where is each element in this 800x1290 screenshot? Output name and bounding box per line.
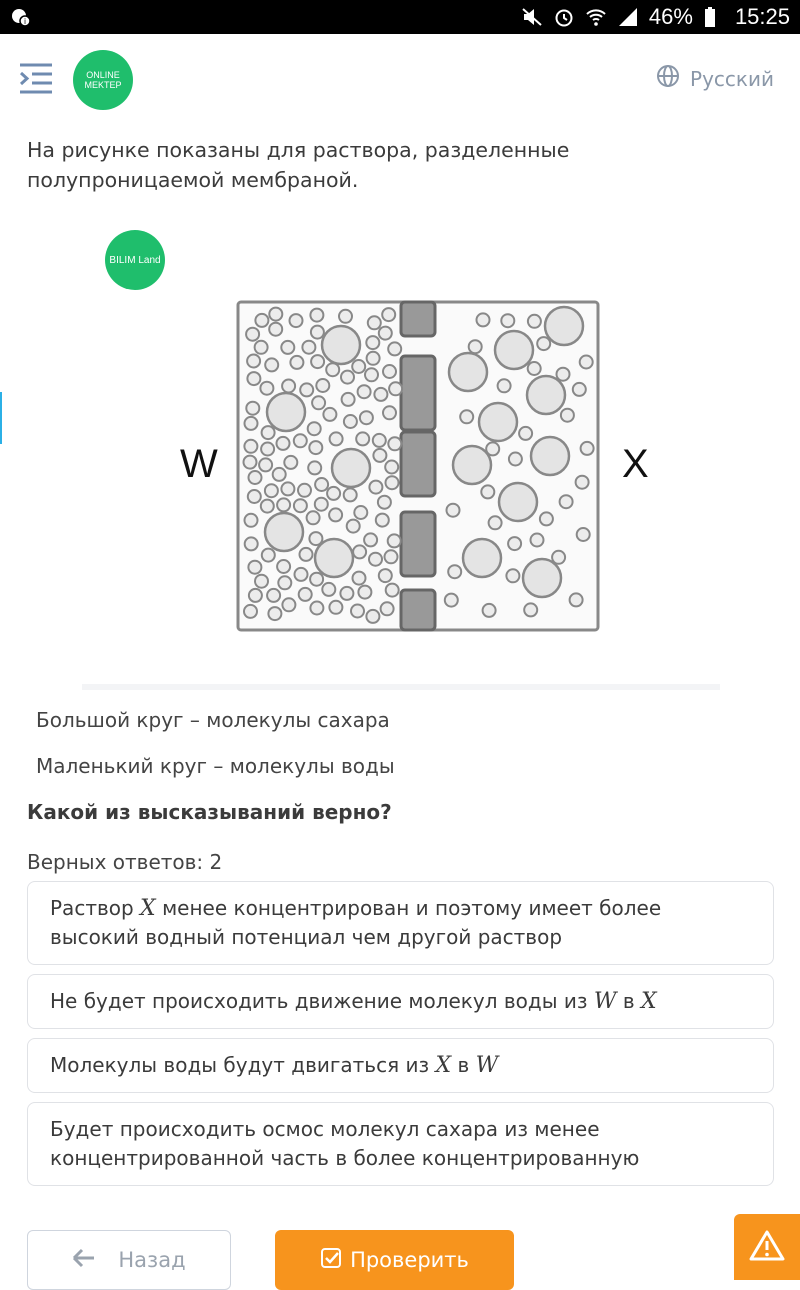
water-molecule: [300, 548, 313, 561]
water-molecule: [477, 313, 490, 326]
water-molecule: [315, 478, 328, 491]
question-text: На рисунке показаны для раствора, разделенные полупроницаемой мембраной.: [27, 138, 570, 192]
water-molecule: [262, 549, 275, 562]
water-molecule: [255, 314, 268, 327]
membrane-segment: [401, 432, 435, 496]
water-molecule: [353, 545, 366, 558]
water-molecule: [262, 426, 275, 439]
battery-percent: 46%: [648, 4, 693, 29]
legend-small-circle: Маленький круг – молекулы воды: [36, 754, 395, 778]
water-molecule: [557, 368, 570, 381]
water-molecule: [246, 402, 259, 415]
water-molecule: [308, 422, 321, 435]
water-molecule: [489, 516, 502, 529]
mute-icon: [521, 6, 543, 28]
logo-text: ONLINE MEKTEP: [84, 70, 122, 90]
water-molecule: [347, 520, 360, 533]
water-molecule: [385, 461, 398, 474]
water-molecule: [501, 314, 514, 327]
water-molecule: [364, 533, 377, 546]
water-molecule: [524, 603, 537, 616]
checkbox-icon: [320, 1247, 342, 1274]
answer-option[interactable]: Будет происходить осмос молекул сахара из менее концентрированной часть в более концентрированную: [27, 1102, 774, 1186]
water-molecule: [260, 382, 273, 395]
water-molecule: [249, 589, 262, 602]
water-molecule: [448, 565, 461, 578]
water-molecule: [508, 537, 521, 550]
water-molecule: [580, 356, 593, 369]
water-molecule: [388, 437, 401, 450]
sugar-molecule: [322, 326, 360, 364]
signal-icon: [617, 6, 639, 28]
water-molecule: [307, 511, 320, 524]
membrane-diagram: [236, 300, 600, 640]
water-molecule: [298, 484, 311, 497]
back-button[interactable]: [27, 1230, 231, 1290]
water-molecule: [570, 593, 583, 606]
water-molecule: [366, 610, 379, 623]
water-molecule: [460, 410, 473, 423]
water-molecule: [356, 432, 369, 445]
water-molecule: [329, 508, 342, 521]
sugar-molecule: [453, 446, 491, 484]
sugar-molecule: [449, 353, 487, 391]
water-molecule: [373, 449, 386, 462]
water-molecule: [245, 537, 258, 550]
water-molecule: [311, 326, 324, 339]
membrane-segment: [401, 356, 435, 430]
water-molecule: [269, 308, 282, 321]
water-molecule: [277, 498, 290, 511]
water-molecule: [481, 485, 494, 498]
legend-large-circle: Большой круг – молекулы сахара: [36, 708, 390, 732]
water-molecule: [246, 328, 259, 341]
water-molecule: [528, 362, 541, 375]
water-molecule: [295, 568, 308, 581]
water-molecule: [498, 379, 511, 392]
sugar-molecule: [265, 513, 303, 551]
water-molecule: [378, 496, 391, 509]
water-molecule: [339, 310, 352, 323]
water-molecule: [386, 584, 399, 597]
water-molecule: [385, 550, 398, 563]
check-label: Проверить: [350, 1248, 469, 1272]
membrane-segment: [401, 302, 435, 336]
answer-option[interactable]: Молекулы воды будут двигаться из X в W: [27, 1038, 774, 1093]
water-molecule: [273, 468, 286, 481]
sugar-molecule: [332, 449, 370, 487]
water-molecule: [352, 360, 365, 373]
water-molecule: [310, 573, 323, 586]
osmosis-figure: [0, 220, 800, 650]
water-molecule: [245, 417, 258, 430]
report-button[interactable]: [734, 1214, 800, 1280]
sugar-molecule: [545, 307, 583, 345]
water-molecule: [290, 314, 303, 327]
water-molecule: [383, 406, 396, 419]
sugar-molecule: [495, 331, 533, 369]
check-button[interactable]: [275, 1230, 514, 1290]
warning-icon: [749, 1229, 785, 1265]
water-molecule: [282, 380, 295, 393]
water-molecule: [299, 588, 312, 601]
water-molecule: [367, 352, 380, 365]
wifi-icon: [585, 6, 607, 28]
water-molecule: [311, 355, 324, 368]
water-molecule: [330, 432, 343, 445]
water-molecule: [312, 396, 325, 409]
water-molecule: [358, 586, 371, 599]
water-molecule: [358, 385, 371, 398]
water-molecule: [373, 434, 386, 447]
sugar-molecule: [267, 393, 305, 431]
question-prompt: Какой из высказываний верно?: [27, 800, 392, 824]
water-molecule: [381, 602, 394, 615]
water-molecule: [341, 371, 354, 384]
water-molecule: [261, 500, 274, 513]
label-x: X: [622, 442, 649, 486]
water-molecule: [302, 341, 315, 354]
water-molecule: [369, 553, 382, 566]
answer-option[interactable]: Раствор X менее концентрирован и поэтому имеет более высокий водный потенциал чем другой раствор: [27, 881, 774, 965]
water-molecule: [509, 453, 522, 466]
water-molecule: [573, 383, 586, 396]
water-molecule: [376, 514, 389, 527]
water-molecule: [560, 495, 573, 508]
water-molecule: [389, 382, 402, 395]
status-left: [10, 6, 32, 28]
water-molecule: [351, 605, 364, 618]
water-molecule: [528, 315, 541, 328]
water-molecule: [326, 363, 339, 376]
sugar-molecule: [479, 403, 517, 441]
language-selector[interactable]: [656, 64, 774, 93]
water-molecule: [247, 355, 260, 368]
water-molecule: [445, 594, 458, 607]
water-molecule: [249, 471, 262, 484]
water-molecule: [294, 434, 307, 447]
bilimland-watermark: BILIM Land: [105, 230, 165, 290]
answer-option[interactable]: Не будет происходить движение молекул воды из W в X: [27, 974, 774, 1029]
water-molecule: [255, 575, 268, 588]
water-molecule: [368, 316, 381, 329]
app-header: [0, 34, 800, 126]
menu-icon[interactable]: [18, 62, 54, 96]
water-molecule: [315, 498, 328, 511]
water-molecule: [388, 534, 401, 547]
sugar-molecule: [499, 483, 537, 521]
svg-text:i: i: [24, 17, 26, 26]
correct-count: Верных ответов: 2: [27, 850, 223, 874]
water-molecule: [531, 534, 544, 547]
water-molecule: [245, 514, 258, 527]
alarm-icon: [553, 6, 575, 28]
sugar-molecule: [315, 539, 353, 577]
water-molecule: [265, 484, 278, 497]
sugar-molecule: [463, 539, 501, 577]
globe-icon: [656, 64, 680, 93]
online-mektep-logo[interactable]: [73, 50, 133, 110]
water-molecule: [344, 488, 357, 501]
water-molecule: [537, 337, 550, 350]
water-molecule: [248, 490, 261, 503]
water-molecule: [561, 409, 574, 422]
label-w: W: [180, 442, 218, 486]
water-molecule: [576, 476, 589, 489]
water-molecule: [374, 388, 387, 401]
water-molecule: [519, 427, 532, 440]
water-molecule: [268, 607, 281, 620]
water-molecule: [329, 601, 342, 614]
water-molecule: [247, 372, 260, 385]
water-molecule: [310, 309, 323, 322]
water-molecule: [447, 504, 460, 517]
clock: 15:25: [734, 4, 790, 29]
water-molecule: [354, 506, 367, 519]
language-label: Русский: [690, 66, 774, 91]
water-molecule: [365, 368, 378, 381]
sugar-molecule: [527, 376, 565, 414]
arrow-left-icon: [72, 1248, 96, 1273]
water-molecule: [506, 569, 519, 582]
water-molecule: [540, 512, 553, 525]
water-molecule: [316, 379, 329, 392]
water-molecule: [581, 442, 594, 455]
water-molecule: [342, 393, 355, 406]
membrane-segment: [401, 512, 435, 576]
water-molecule: [310, 602, 323, 615]
water-molecule: [308, 461, 321, 474]
water-molecule: [327, 487, 340, 500]
water-molecule: [360, 411, 373, 424]
water-molecule: [255, 341, 268, 354]
water-molecule: [366, 336, 379, 349]
water-molecule: [267, 589, 280, 602]
water-molecule: [281, 341, 294, 354]
water-molecule: [277, 437, 290, 450]
water-molecule: [244, 440, 257, 453]
water-molecule: [281, 482, 294, 495]
sugar-molecule: [523, 559, 561, 597]
water-molecule: [483, 604, 496, 617]
water-molecule: [259, 458, 272, 471]
water-molecule: [282, 598, 295, 611]
back-label: Назад: [118, 1248, 186, 1272]
water-molecule: [369, 481, 382, 494]
water-molecule: [322, 583, 335, 596]
status-bar: [0, 0, 800, 34]
water-molecule: [323, 408, 336, 421]
water-molecule: [248, 561, 261, 574]
water-molecule: [383, 365, 396, 378]
battery-icon: [703, 6, 725, 28]
water-molecule: [379, 327, 392, 340]
water-molecule: [386, 476, 399, 489]
water-molecule: [244, 605, 257, 618]
water-molecule: [577, 528, 590, 541]
water-molecule: [269, 323, 282, 336]
water-molecule: [340, 587, 353, 600]
water-molecule: [290, 356, 303, 369]
water-molecule: [278, 576, 291, 589]
water-molecule: [353, 572, 366, 585]
water-molecule: [244, 456, 257, 469]
status-right: [521, 4, 790, 30]
water-molecule: [294, 499, 307, 512]
water-molecule: [469, 340, 482, 353]
notification-icon: [10, 6, 32, 28]
membrane-segment: [401, 590, 435, 630]
water-molecule: [277, 560, 290, 573]
water-molecule: [309, 441, 322, 454]
water-molecule: [284, 456, 297, 469]
water-molecule: [261, 443, 274, 456]
sugar-molecule: [531, 437, 569, 475]
water-molecule: [388, 342, 401, 355]
water-molecule: [265, 358, 278, 371]
water-molecule: [382, 308, 395, 321]
divider: [82, 684, 720, 690]
water-molecule: [300, 383, 313, 396]
water-molecule: [379, 569, 392, 582]
answer-options: [27, 881, 774, 1195]
water-molecule: [344, 415, 357, 428]
